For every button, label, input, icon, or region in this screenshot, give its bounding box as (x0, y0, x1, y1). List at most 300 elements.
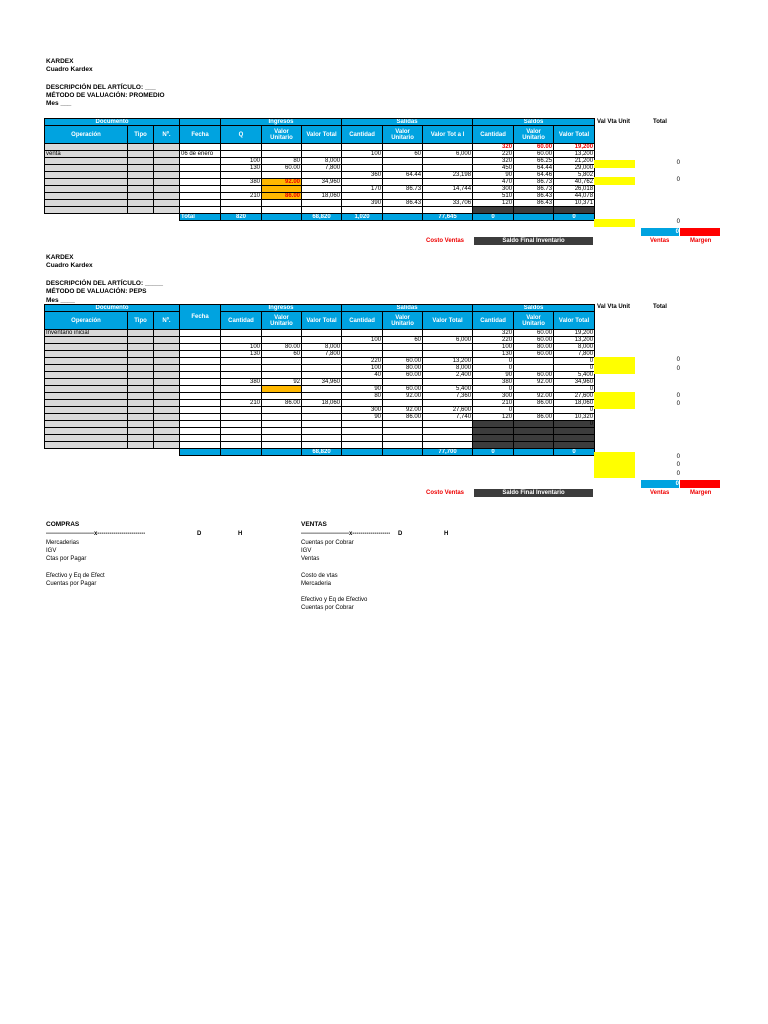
account-line: Ventas (301, 555, 320, 562)
compras-rule: ------------------------x------------------------ (46, 531, 146, 537)
oq-cell (342, 442, 383, 449)
salidas-valor-total-header: Valor Total (423, 312, 473, 330)
tipo-cell (128, 158, 154, 165)
iq-cell (221, 407, 262, 414)
svu-cell: 60.00 (514, 372, 554, 379)
ivu-cell (262, 428, 302, 435)
ivt-cell (302, 172, 342, 179)
ingresos-cantidad-header: Q (221, 126, 262, 144)
tipo-cell (128, 435, 154, 442)
kardex-row (45, 200, 595, 207)
iq-cell: 130 (221, 351, 262, 358)
kardex-row (45, 442, 595, 449)
iq-cell (221, 330, 262, 337)
kardex1-saldo-final: Saldo Final Inventario (474, 237, 593, 245)
kardex1-ventas: Ventas (650, 238, 670, 244)
documento-header: Documento (45, 119, 180, 126)
tipo-cell (128, 344, 154, 351)
kardex-row (45, 372, 595, 379)
kardex1-total-salidas-vt: 77,645 (423, 214, 473, 221)
svt-cell: 5,400 (554, 372, 595, 379)
kardex-row (45, 351, 595, 358)
numero-header: Nº. (154, 312, 180, 330)
numero-cell (154, 428, 180, 435)
ovu-cell (383, 421, 423, 428)
kardex2-val-vta-unit-header: Val Vta Unit (597, 304, 631, 310)
kardex1-side-value: 0 (676, 219, 680, 225)
ventas-entry-1 (301, 540, 354, 563)
fecha-cell (180, 172, 221, 179)
ovt-cell: 23,198 (423, 172, 473, 179)
ovu-cell: 60.00 (383, 386, 423, 393)
sq-cell: 220 (473, 151, 514, 158)
sq-cell: 510 (473, 193, 514, 200)
ovu-cell: 80.00 (383, 365, 423, 372)
numero-cell (154, 158, 180, 165)
salidas-header: Salidas (342, 305, 473, 312)
ivt-cell (302, 330, 342, 337)
iq-cell (221, 186, 262, 193)
sq-cell: 470 (473, 179, 514, 186)
account-line: Mercaderias (46, 540, 80, 546)
svu-cell: 60.00 (514, 351, 554, 358)
kardex2-table (44, 304, 595, 456)
fecha-header: Fecha (180, 305, 221, 330)
svu-cell: 86.43 (514, 193, 554, 200)
operacion-cell (45, 400, 128, 407)
sq-cell: 130 (473, 351, 514, 358)
svt-cell: 8,000 (554, 344, 595, 351)
ventas-credit-header: H (444, 531, 449, 537)
svu-cell: 86.00 (514, 414, 554, 421)
svu-cell (514, 435, 554, 442)
ivu-cell (262, 386, 302, 393)
iq-cell (221, 372, 262, 379)
fecha-header: Fecha (180, 126, 221, 144)
ovt-cell (423, 344, 473, 351)
svu-cell: 80.00 (514, 344, 554, 351)
ovt-cell (423, 207, 473, 214)
fecha-cell (180, 372, 221, 379)
svu-cell: 60.00 (514, 151, 554, 158)
fecha-cell (180, 400, 221, 407)
ivt-cell (302, 428, 342, 435)
kardex-row (45, 193, 595, 200)
sq-cell: 320 (473, 144, 514, 151)
tipo-cell (128, 186, 154, 193)
svt-cell: 0 (554, 386, 595, 393)
ivu-cell (262, 358, 302, 365)
account-line: Cuentas por Pagar (46, 580, 97, 587)
ovu-cell (383, 400, 423, 407)
svt-cell: 0 (554, 358, 595, 365)
kardex1-side-value: 0 (676, 160, 680, 166)
fecha-cell (180, 407, 221, 414)
iq-cell: 380 (221, 379, 262, 386)
oq-cell: 100 (342, 151, 383, 158)
compras-entry-1 (46, 540, 86, 563)
oq-cell (342, 435, 383, 442)
numero-cell (154, 414, 180, 421)
saldos-cantidad-header: Cantidad (473, 312, 514, 330)
ivu-cell (262, 442, 302, 449)
ovt-cell (423, 158, 473, 165)
ivu-cell (262, 393, 302, 400)
svt-cell: 26,018 (554, 186, 595, 193)
svt-cell: 0 (554, 421, 595, 428)
svt-cell: 19,200 (554, 144, 595, 151)
fecha-cell (180, 421, 221, 428)
ivt-cell: 7,800 (302, 165, 342, 172)
tipo-cell (128, 337, 154, 344)
kardex-row (45, 421, 595, 428)
ivt-cell (302, 372, 342, 379)
operacion-cell (45, 414, 128, 421)
kardex2-ventas: Ventas (650, 490, 670, 496)
ivt-cell (302, 435, 342, 442)
fecha-cell (180, 435, 221, 442)
ivu-cell (262, 330, 302, 337)
ovu-cell (383, 193, 423, 200)
kardex2-yellow-cell (594, 452, 635, 478)
ivt-cell: 34,960 (302, 179, 342, 186)
operacion-cell (45, 172, 128, 179)
account-line: Cuentas por Cobrar (301, 604, 354, 611)
sq-cell (473, 207, 514, 214)
ovt-cell (423, 400, 473, 407)
account-line: Efectivo y Eq de Efectivo (301, 597, 368, 603)
kardex1-yellow-cell (594, 219, 635, 227)
iq-cell (221, 393, 262, 400)
tipo-cell (128, 442, 154, 449)
operacion-cell (45, 207, 128, 214)
operacion-cell (45, 337, 128, 344)
operacion-cell (45, 407, 128, 414)
tipo-cell (128, 165, 154, 172)
oq-cell: 170 (342, 186, 383, 193)
ventas-rule: ------------------------x------------------- (301, 531, 391, 537)
kardex-row (45, 435, 595, 442)
kardex2-total-salidas-vt: 77,700 (423, 449, 473, 456)
numero-cell (154, 165, 180, 172)
ivt-cell (302, 414, 342, 421)
kardex1-total-right: 0 (641, 228, 679, 236)
numero-cell (154, 151, 180, 158)
sq-cell: 220 (473, 337, 514, 344)
kardex-row (45, 344, 595, 351)
kardex-row (45, 337, 595, 344)
ovu-cell: 92.00 (383, 393, 423, 400)
tipo-cell (128, 200, 154, 207)
kardex2-side-value: 0 (676, 393, 680, 399)
fecha-cell (180, 414, 221, 421)
svt-cell: 13,200 (554, 337, 595, 344)
ovu-cell: 86.73 (383, 186, 423, 193)
svu-cell: 60.00 (514, 337, 554, 344)
ovt-cell: 33,706 (423, 200, 473, 207)
tipo-cell (128, 179, 154, 186)
kardex1-title: KARDEX (46, 58, 74, 65)
oq-cell (342, 179, 383, 186)
fecha-cell (180, 386, 221, 393)
kardex-row (45, 428, 595, 435)
kardex2-side-value: 0 (676, 471, 680, 477)
ivu-cell (262, 337, 302, 344)
numero-cell (154, 400, 180, 407)
saldos-header: Saldos (473, 119, 595, 126)
kardex1-yellow-cell (594, 177, 635, 185)
kardex2-description: DESCRIPCIÓN DEL ARTÍCULO: _____ (46, 280, 164, 287)
kardex2-costo-ventas: Costo Ventas (426, 490, 465, 496)
iq-cell (221, 386, 262, 393)
ovu-cell (383, 158, 423, 165)
ventas-title: VENTAS (301, 521, 327, 528)
ivu-cell (262, 186, 302, 193)
ivt-cell: 7,800 (302, 351, 342, 358)
svt-cell: 34,960 (554, 379, 595, 386)
fecha-cell (180, 358, 221, 365)
fecha-cell (180, 365, 221, 372)
ovt-cell (423, 179, 473, 186)
tipo-cell (128, 172, 154, 179)
kardex-row (45, 365, 595, 372)
numero-cell (154, 337, 180, 344)
oq-cell: 300 (342, 407, 383, 414)
ingresos-cantidad-header: Cantidad (221, 312, 262, 330)
svt-cell: 0 (554, 407, 595, 414)
ivu-cell (262, 151, 302, 158)
tipo-cell (128, 365, 154, 372)
ovt-cell (423, 435, 473, 442)
svu-cell (514, 421, 554, 428)
iq-cell: 210 (221, 193, 262, 200)
ovt-cell: 7,740 (423, 414, 473, 421)
ivu-cell: 60 (262, 351, 302, 358)
ovu-cell (383, 165, 423, 172)
account-line: Costo de vtas (301, 573, 338, 579)
svu-cell: 66.25 (514, 158, 554, 165)
ovt-cell (423, 428, 473, 435)
kardex-row (45, 207, 595, 214)
numero-cell (154, 407, 180, 414)
fecha-cell (180, 442, 221, 449)
iq-cell (221, 151, 262, 158)
operacion-cell (45, 200, 128, 207)
kardex2-side-value: 0 (676, 462, 680, 468)
ivu-cell (262, 372, 302, 379)
account-line: Cuentas por Cobrar (301, 540, 354, 546)
ovt-cell: 6,000 (423, 337, 473, 344)
numero-cell (154, 330, 180, 337)
ovu-cell: 60 (383, 337, 423, 344)
ivu-cell (262, 435, 302, 442)
svt-cell: 5,802 (554, 172, 595, 179)
ivu-cell (262, 365, 302, 372)
numero-cell (154, 200, 180, 207)
kardex2-total-ingresos-vt: 68,820 (302, 449, 342, 456)
kardex2-total-header: Total (653, 304, 667, 310)
saldos-valor-unitario-header: Valor Unitario (514, 126, 554, 144)
numero-cell (154, 435, 180, 442)
sq-cell: 300 (473, 393, 514, 400)
ovt-cell: 27,600 (423, 407, 473, 414)
ovu-cell: 86.43 (383, 200, 423, 207)
numero-cell (154, 421, 180, 428)
tipo-cell (128, 358, 154, 365)
ovu-cell: 64.44 (383, 172, 423, 179)
kardex2-total-saldos-q: 0 (473, 449, 514, 456)
ventas-debit-header: D (398, 531, 403, 537)
kardex2-side-value: 0 (676, 366, 680, 372)
oq-cell: 90 (342, 386, 383, 393)
kardex-row (45, 400, 595, 407)
operacion-cell (45, 165, 128, 172)
ovu-cell (383, 428, 423, 435)
sq-cell: 120 (473, 414, 514, 421)
ovu-cell (383, 442, 423, 449)
ovu-cell: 92.00 (383, 407, 423, 414)
ovt-cell: 8,000 (423, 365, 473, 372)
svt-cell: 7,800 (554, 351, 595, 358)
oq-cell: 100 (342, 365, 383, 372)
iq-cell (221, 414, 262, 421)
ovu-cell: 86.00 (383, 414, 423, 421)
sq-cell: 320 (473, 158, 514, 165)
iq-cell: 380 (221, 179, 262, 186)
ventas-entry-3 (301, 597, 367, 613)
kardex-row (45, 151, 595, 158)
ovu-cell (383, 344, 423, 351)
sq-cell: 0 (473, 365, 514, 372)
oq-cell (342, 428, 383, 435)
ovt-cell (423, 442, 473, 449)
svt-cell: 29,000 (554, 165, 595, 172)
iq-cell (221, 358, 262, 365)
fecha-cell (180, 393, 221, 400)
operacion-cell (45, 365, 128, 372)
oq-cell: 40 (342, 372, 383, 379)
iq-cell (221, 435, 262, 442)
numero-cell (154, 344, 180, 351)
ovt-cell (423, 330, 473, 337)
numero-cell (154, 386, 180, 393)
oq-cell (342, 400, 383, 407)
operacion-cell (45, 421, 128, 428)
ingresos-valor-unitario-header: Valor Unitario (262, 126, 302, 144)
sq-cell (473, 435, 514, 442)
svu-cell (514, 442, 554, 449)
oq-cell (342, 207, 383, 214)
saldos-header: Saldos (473, 305, 595, 312)
iq-cell (221, 442, 262, 449)
svu-cell: 92.00 (514, 379, 554, 386)
svt-cell: 0 (554, 365, 595, 372)
svu-cell (514, 386, 554, 393)
svt-cell: 19,200 (554, 330, 595, 337)
svu-cell: 64.44 (514, 165, 554, 172)
operacion-cell (45, 186, 128, 193)
ovt-cell (423, 193, 473, 200)
ingresos-valor-total-header: Valor Total (302, 126, 342, 144)
ovt-cell (423, 165, 473, 172)
operacion-cell (45, 393, 128, 400)
kardex2-side-value: 0 (676, 401, 680, 407)
svt-cell (554, 435, 595, 442)
salidas-cantidad-header: Cantidad (342, 126, 383, 144)
kardex1-total-header: Total (653, 119, 667, 125)
numero-cell (154, 144, 180, 151)
svu-cell: 86.00 (514, 400, 554, 407)
iq-cell: 100 (221, 158, 262, 165)
kardex-row (45, 165, 595, 172)
sq-cell: 320 (473, 330, 514, 337)
ovt-cell: 5,400 (423, 386, 473, 393)
kardex2-saldo-final: Saldo Final Inventario (474, 489, 593, 497)
kardex-row (45, 186, 595, 193)
kardex1-total-label: Total (180, 214, 221, 221)
kardex2-margen: Margen (690, 490, 712, 496)
fecha-cell (180, 165, 221, 172)
kardex1-subtitle: Cuadro Kardex (46, 66, 93, 73)
ivu-cell: 86.00 (262, 400, 302, 407)
fecha-cell (180, 179, 221, 186)
sq-cell (473, 428, 514, 435)
numero-cell (154, 358, 180, 365)
iq-cell (221, 207, 262, 214)
salidas-valor-total-header: Valor Tot a l (423, 126, 473, 144)
kardex1-margen: Margen (690, 238, 712, 244)
kardex1-table (44, 118, 595, 221)
tipo-cell (128, 400, 154, 407)
oq-cell (342, 165, 383, 172)
fecha-cell (180, 207, 221, 214)
ovu-cell (383, 144, 423, 151)
ivt-cell (302, 393, 342, 400)
ingresos-header: Ingresos (221, 119, 342, 126)
kardex-row (45, 386, 595, 393)
sq-cell: 0 (473, 407, 514, 414)
compras-entry-2 (46, 573, 105, 589)
ovu-cell: 60 (383, 151, 423, 158)
kardex-row (45, 379, 595, 386)
svt-cell: 27,600 (554, 393, 595, 400)
ivu-cell: 92.00 (262, 179, 302, 186)
ivt-cell: 8,000 (302, 158, 342, 165)
ovt-cell: 14,744 (423, 186, 473, 193)
saldos-cantidad-header: Cantidad (473, 126, 514, 144)
kardex2-total-right: 0 (641, 480, 679, 488)
ivt-cell: 8,000 (302, 344, 342, 351)
tipo-cell (128, 414, 154, 421)
kardex1-month: Mes ___ (46, 100, 72, 107)
sq-cell: 120 (473, 200, 514, 207)
account-line: Ctas por Pagar (46, 555, 87, 562)
operacion-cell (45, 193, 128, 200)
kardex2-method: MÉTODO DE VALUACIÓN: PEPS (46, 288, 147, 295)
svt-cell: 40,762 (554, 179, 595, 186)
kardex1-total-ingresos-vt: 68,820 (302, 214, 342, 221)
numero-cell (154, 186, 180, 193)
oq-cell: 90 (342, 414, 383, 421)
svu-cell: 60.00 (514, 330, 554, 337)
operacion-cell: Inventario inicial (45, 330, 128, 337)
tipo-cell (128, 144, 154, 151)
svt-cell (554, 207, 595, 214)
tipo-header: Tipo (128, 126, 154, 144)
operacion-header: Operación (45, 126, 128, 144)
account-line: Mercaderia (301, 580, 332, 587)
compras-debit-header: D (197, 531, 202, 537)
